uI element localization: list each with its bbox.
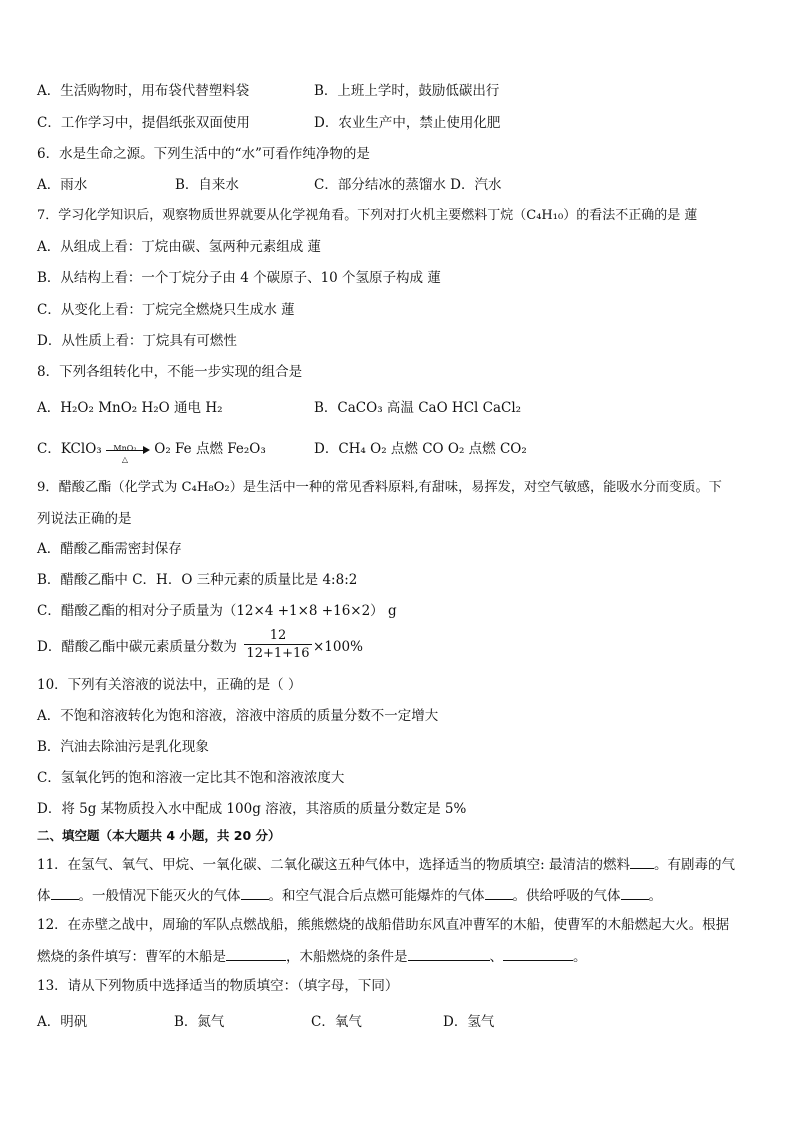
q5-option-d: D．农业生产中，禁止使用化肥 bbox=[314, 115, 501, 131]
q8-c-reactant: C．KClO₃ bbox=[37, 441, 102, 457]
q7-stem: 7．学习化学知识后，观察物质世界就要从化学视角看。下列对打火机主要燃料丁烷（C₄H₁₀）的看法不正确的是 蓮 bbox=[37, 208, 698, 223]
q12-line1: 12．在赤壁之战中，周瑜的军队点燃战船，熊熊燃烧的战船借助东风直冲曹军的木船，使曹军的木船燃起大火。根据 bbox=[37, 917, 730, 933]
q8-stem: 8．下列各组转化中，不能一步实现的组合是 bbox=[37, 364, 303, 380]
q11-text-7: 。 bbox=[648, 888, 662, 904]
q5-option-b: B．上班上学时，鼓励低碳出行 bbox=[314, 83, 500, 99]
q13-option-b: B．氮气 bbox=[174, 1014, 225, 1030]
q6-stem: 6．水是生命之源。下列生活中的“水”可看作纯净物的是 bbox=[37, 146, 370, 162]
q9-option-c: C．醋酸乙酯的相对分子质量为（12×4 +1×8 +16×2） g bbox=[37, 603, 397, 619]
q12-line2 bbox=[37, 946, 587, 966]
q9-fraction bbox=[244, 628, 312, 661]
q9-option-a: A．醋酸乙酯需密封保存 bbox=[37, 541, 182, 557]
q6-option-c-d: C．部分结冰的蒸馏水 D．汽水 bbox=[314, 177, 502, 193]
section-title: 二、填空题（本大题共 4 小题，共 20 分） bbox=[37, 828, 281, 843]
q10-option-b: B．汽油去除油污是乳化现象 bbox=[37, 739, 209, 755]
q10-option-a: A．不饱和溶液转化为饱和溶液，溶液中溶质的质量分数不一定增大 bbox=[37, 708, 439, 724]
q9-option-d-suffix: ×100% bbox=[313, 639, 363, 655]
q7-option-a: A．从组成上看：丁烷由碳、氢两种元素组成 蓮 bbox=[37, 239, 322, 255]
q13-stem: 13．请从下列物质中选择适当的物质填空：（填字母，下同） bbox=[37, 978, 399, 994]
answer-blank[interactable] bbox=[485, 885, 513, 900]
q7-option-c: C．从变化上看：丁烷完全燃烧只生成水 蓮 bbox=[37, 302, 295, 318]
q11-text-1: 11．在氢气、氧气、甲烷、一氧化碳、二氧化碳这五种气体中，选择适当的物质填空: 最清洁的燃料 bbox=[37, 857, 631, 873]
q8-option-d: D．CH₄ O₂ 点燃 CO O₂ 点燃 CO₂ bbox=[314, 441, 527, 457]
q8-c-products: O₂ Fe 点燃 Fe₂O₃ bbox=[154, 441, 266, 457]
q5-option-a: A．生活购物时，用布袋代替塑料袋 bbox=[37, 83, 250, 99]
q12-text-4: 。 bbox=[573, 949, 587, 965]
q8-option-a: A．H₂O₂ MnO₂ H₂O 通电 H₂ bbox=[37, 400, 223, 416]
answer-blank[interactable] bbox=[408, 946, 490, 961]
q11-text-2: 。有剧毒的气 bbox=[654, 857, 736, 873]
q10-stem: 10．下列有关溶液的说法中，正确的是（ ） bbox=[37, 677, 302, 693]
answer-blank[interactable] bbox=[630, 854, 654, 869]
q11-line2 bbox=[37, 885, 662, 905]
q6-option-b: B．自来水 bbox=[175, 177, 239, 193]
q11-text-6: 。供给呼吸的气体 bbox=[512, 888, 621, 904]
q13-option-c: C．氧气 bbox=[311, 1014, 362, 1030]
q9-option-d-text: D．醋酸乙酯中碳元素质量分数为 bbox=[37, 639, 237, 655]
q8-option-b: B．CaCO₃ 高温 CaO HCl CaCl₂ bbox=[314, 400, 522, 416]
answer-blank[interactable] bbox=[621, 885, 649, 900]
arrow-heat: △ bbox=[121, 454, 129, 464]
q11-text-4: 。一般情况下能灭火的气体 bbox=[78, 888, 241, 904]
q10-option-d: D．将 5g 某物质投入水中配成 100g 溶液，其溶质的质量分数定是 5% bbox=[37, 801, 467, 817]
fraction-numerator: 12 bbox=[244, 628, 312, 645]
q10-option-c: C．氢氧化钙的饱和溶液一定比其不饱和溶液浓度大 bbox=[37, 770, 345, 786]
q11-line1 bbox=[37, 854, 735, 874]
q12-text-3: 、 bbox=[489, 949, 503, 965]
answer-blank[interactable] bbox=[241, 885, 269, 900]
q13-option-d: D．氢气 bbox=[443, 1014, 495, 1030]
q7-option-d: D．从性质上看：丁烷具有可燃性 bbox=[37, 333, 237, 349]
q5-option-c: C．工作学习中，提倡纸张双面使用 bbox=[37, 115, 250, 131]
answer-blank[interactable] bbox=[226, 946, 286, 961]
answer-blank[interactable] bbox=[51, 885, 79, 900]
answer-blank[interactable] bbox=[503, 946, 573, 961]
q9-option-b: B．醋酸乙酯中 C．H．O 三种元素的质量比是 4:8:2 bbox=[37, 572, 358, 588]
q11-text-5: 。和空气混合后点燃可能爆炸的气体 bbox=[268, 888, 485, 904]
q11-text-3: 体 bbox=[37, 888, 51, 904]
fraction-denominator: 12+1+16 bbox=[246, 646, 310, 661]
q12-text-1: 燃烧的条件填写：曹军的木船是 bbox=[37, 949, 226, 965]
q13-option-a: A．明矾 bbox=[37, 1014, 88, 1030]
q9-stem-line2: 列说法正确的是 bbox=[37, 511, 132, 527]
q7-option-b: B．从结构上看：一个丁烷分子由 4 个碳原子、10 个氢原子构成 蓮 bbox=[37, 270, 441, 286]
q9-stem-line1: 9．醋酸乙酯（化学式为 C₄H₈O₂）是生活中一种的常见香料原料,有甜味，易挥发，对空气敏感，能吸水分而变质。下 bbox=[37, 480, 722, 495]
reaction-arrow-icon bbox=[106, 441, 150, 464]
arrow-catalyst: MnO₂ bbox=[113, 443, 137, 453]
q6-option-a: A．雨水 bbox=[37, 177, 88, 193]
q8-option-c bbox=[37, 440, 266, 464]
q12-text-2: ，木船燃烧的条件是 bbox=[286, 949, 408, 965]
